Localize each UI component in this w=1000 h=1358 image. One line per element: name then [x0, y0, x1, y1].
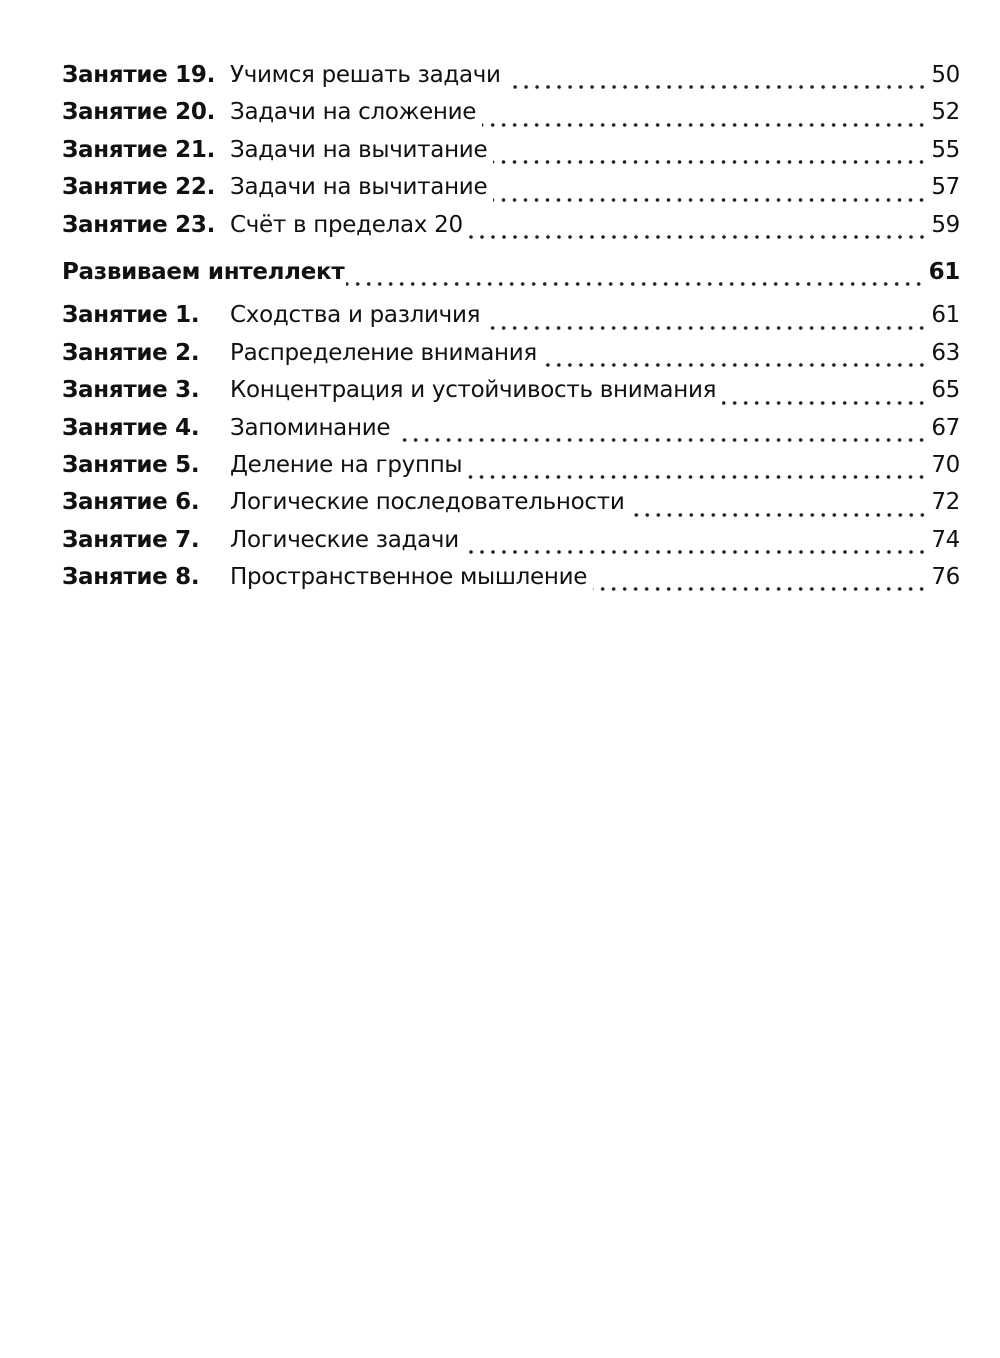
dot-leader — [468, 474, 927, 480]
lesson-title: Распределение внимания — [230, 339, 537, 366]
lesson-title: Запоминание — [230, 414, 391, 441]
toc-section-intellect — [62, 302, 960, 601]
page-number: 55 — [931, 136, 960, 163]
dot-leader — [543, 362, 927, 368]
lesson-title: Счёт в пределах 20 — [230, 211, 463, 238]
dot-leader — [469, 234, 928, 240]
lesson-title: Учимся решать задачи — [230, 62, 501, 88]
dot-leader — [396, 437, 927, 443]
toc-heading-row — [62, 259, 960, 296]
page-number: 72 — [931, 489, 960, 516]
toc-entry — [62, 340, 960, 377]
dot-leader — [482, 122, 927, 128]
heading-title: Развиваем интеллект — [62, 258, 345, 285]
page-number: 67 — [931, 414, 960, 441]
lesson-label: Занятие 22. — [62, 174, 216, 201]
lesson-label: Занятие 7. — [62, 526, 200, 553]
lesson-title: Пространственное мышление — [230, 564, 588, 591]
lesson-label: Занятие 4. — [62, 414, 200, 441]
toc-section-lessons — [62, 62, 960, 249]
heading-page-number: 61 — [928, 258, 960, 285]
lesson-title: Задачи на вычитание — [230, 136, 488, 163]
lesson-label: Занятие 8. — [62, 564, 200, 591]
page-number: 63 — [931, 339, 960, 366]
toc-entry — [62, 564, 960, 601]
toc-entry — [62, 415, 960, 452]
lesson-title: Сходства и различия — [230, 302, 481, 329]
page-number: 65 — [931, 377, 960, 404]
toc-entry — [62, 452, 960, 489]
page-number: 76 — [931, 564, 960, 591]
lesson-title: Задачи на сложение — [230, 99, 477, 126]
lesson-label: Занятие 2. — [62, 339, 200, 366]
toc-entry — [62, 527, 960, 564]
toc-entry — [62, 212, 960, 249]
lesson-label: Занятие 19. — [62, 62, 216, 88]
page-number: 74 — [931, 526, 960, 553]
dot-leader — [507, 84, 928, 90]
toc-entry — [62, 137, 960, 174]
lesson-label: Занятие 1. — [62, 302, 200, 329]
lesson-title: Логические последовательности — [230, 489, 625, 516]
dot-leader — [486, 325, 927, 331]
page-number: 61 — [931, 302, 960, 329]
lesson-title: Концентрация и устойчивость внимания — [230, 377, 717, 404]
lesson-label: Занятие 20. — [62, 99, 216, 126]
dot-leader — [493, 197, 927, 203]
lesson-label: Занятие 6. — [62, 489, 200, 516]
lesson-label: Занятие 3. — [62, 377, 200, 404]
table-of-contents — [62, 62, 960, 601]
lesson-title: Задачи на вычитание — [230, 174, 488, 201]
page-number: 70 — [931, 451, 960, 478]
dot-leader — [346, 281, 924, 287]
toc-entry — [62, 489, 960, 526]
toc-entry — [62, 62, 960, 99]
dot-leader — [593, 586, 927, 592]
lesson-title: Логические задачи — [230, 526, 459, 553]
lesson-label: Занятие 23. — [62, 211, 216, 238]
dot-leader — [465, 549, 927, 555]
toc-entry — [62, 377, 960, 414]
toc-entry — [62, 99, 960, 136]
lesson-label: Занятие 5. — [62, 451, 200, 478]
page-number: 52 — [931, 99, 960, 126]
page-number: 59 — [931, 211, 960, 238]
toc-entry — [62, 174, 960, 211]
page-number: 57 — [931, 174, 960, 201]
dot-leader — [493, 159, 927, 165]
dot-leader — [631, 512, 928, 518]
dot-leader — [722, 400, 927, 406]
page-number: 50 — [931, 62, 960, 88]
lesson-title: Деление на группы — [230, 451, 463, 478]
lesson-label: Занятие 21. — [62, 136, 216, 163]
toc-entry — [62, 302, 960, 339]
